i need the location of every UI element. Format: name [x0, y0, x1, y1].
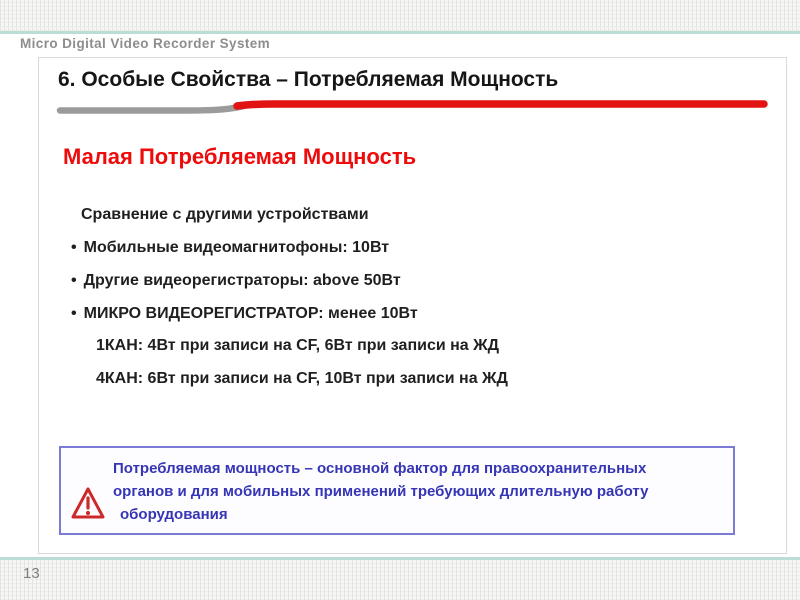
bullet-marker: •: [71, 239, 77, 256]
bullet-item: [71, 305, 418, 323]
bottom-texture-band: [0, 560, 800, 600]
title-underline-swoosh: [56, 99, 772, 115]
swoosh-gray-segment: [60, 104, 252, 111]
bullet-marker: •: [71, 305, 77, 322]
top-teal-divider: [0, 31, 800, 34]
bullet-text: Мобильные видеомагнитофоны: 10Вт: [83, 239, 390, 256]
note-line: оборудования: [120, 506, 228, 523]
note-line: Потребляемая мощность – основной фактор для правоохранительных: [113, 460, 647, 477]
slide-content-panel: [38, 57, 787, 554]
swoosh-red-segment: [237, 104, 764, 106]
note-line: органов и для мобильных применений требующих длительную работу: [113, 483, 649, 500]
section-heading: Малая Потребляемая Мощность: [63, 144, 417, 169]
slide-title: 6. Особые Свойства – Потребляемая Мощность: [58, 68, 559, 91]
detail-line: 4КАН: 6Вт при записи на CF, 10Вт при записи на ЖД: [96, 370, 508, 387]
bullet-text: МИКРО ВИДЕОРЕГИСТРАТОР: менее 10Вт: [83, 305, 418, 322]
comparison-subheading: Сравнение с другими устройствами: [81, 206, 369, 223]
top-texture-band: [0, 0, 800, 31]
warning-triangle-icon: [69, 484, 107, 524]
bullet-item: [71, 272, 401, 290]
brand-header: Micro Digital Video Recorder System: [20, 36, 271, 51]
bullet-item: [71, 239, 389, 257]
page-number: 13: [23, 565, 40, 582]
bullet-text: Другие видеорегистраторы: above 50Вт: [83, 272, 401, 289]
detail-line: 1КАН: 4Вт при записи на CF, 6Вт при записи на ЖД: [96, 337, 499, 354]
warning-note-text: [113, 457, 649, 526]
warning-note-box: [59, 446, 735, 535]
bullet-marker: •: [71, 272, 77, 289]
